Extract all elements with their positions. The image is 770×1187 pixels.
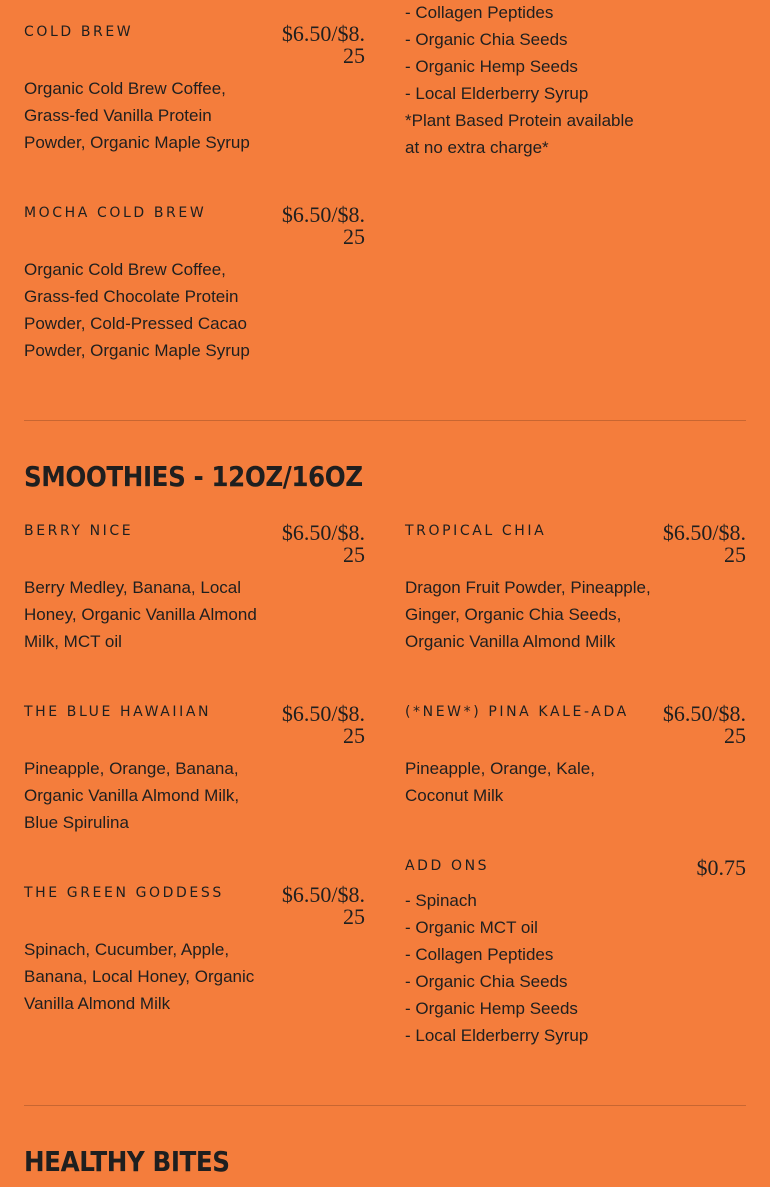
addon-list-smoothies: - Spinach - Organic MCT oil - Collagen Peptides - Organic Chia Seeds - Organic Hemp Seeds - Local Elderberry Syrup <box>405 891 589 1045</box>
menu-item-name-cold-brew: COLD BREW <box>24 24 134 40</box>
menu-item-name-green-goddess: THE GREEN GODDESS <box>24 885 224 901</box>
menu-item-price-pina-kale-ada: $6.50/$8. 25 <box>662 701 746 748</box>
menu-item-price-tropical-chia: $6.50/$8. 25 <box>662 520 746 567</box>
menu-item-desc-tropical-chia: Dragon Fruit Powder, Pineapple, Ginger, Organic Chia Seeds, Organic Vanilla Almond Milk <box>405 578 651 651</box>
menu-item-price-berry-nice: $6.50/$8. 25 <box>281 520 365 567</box>
menu-item-name-blue-hawaiian: THE BLUE HAWAIIAN <box>24 704 212 720</box>
menu-item-desc-cold-brew: Organic Cold Brew Coffee, Grass-fed Vanilla Protein Powder, Organic Maple Syrup <box>24 79 250 152</box>
menu-item-price-blue-hawaiian: $6.50/$8. 25 <box>281 701 365 748</box>
section-divider <box>24 1105 746 1106</box>
section-divider <box>24 420 746 421</box>
menu-item-desc-mocha-cold-brew: Organic Cold Brew Coffee, Grass-fed Chocolate Protein Powder, Cold-Pressed Cacao Powder, Organic Maple Syrup <box>24 260 250 360</box>
section-title-healthy-bites: HEALTHY BITES <box>24 1145 230 1178</box>
menu-item-desc-green-goddess: Spinach, Cucumber, Apple, Banana, Local Honey, Organic Vanilla Almond Milk <box>24 940 255 1013</box>
addon-list-top: - Collagen Peptides - Organic Chia Seeds - Organic Hemp Seeds - Local Elderberry Syrup *Plant Based Protein available at no extra charge* <box>405 3 634 157</box>
menu-item-price-green-goddess: $6.50/$8. 25 <box>281 882 365 929</box>
menu-item-name-tropical-chia: TROPICAL CHIA <box>405 523 547 539</box>
menu-item-desc-blue-hawaiian: Pineapple, Orange, Banana, Organic Vanilla Almond Milk, Blue Spirulina <box>24 759 240 832</box>
menu-item-price-add-ons: $0.75 <box>696 855 746 880</box>
section-title-smoothies: SMOOTHIES - 12OZ/16OZ <box>24 460 363 493</box>
menu-item-desc-berry-nice: Berry Medley, Banana, Local Honey, Organic Vanilla Almond Milk, MCT oil <box>24 578 257 651</box>
menu-item-name-pina-kale-ada: (*NEW*) PINA KALE-ADA <box>405 704 629 720</box>
menu-item-desc-pina-kale-ada: Pineapple, Orange, Kale, Coconut Milk <box>405 759 595 805</box>
menu-item-name-add-ons: ADD ONS <box>405 858 490 874</box>
menu-item-name-mocha-cold-brew: MOCHA COLD BREW <box>24 205 207 221</box>
menu-item-price-mocha-cold-brew: $6.50/$8. 25 <box>281 202 365 249</box>
menu-item-name-berry-nice: BERRY NICE <box>24 523 134 539</box>
menu-item-price-cold-brew: $6.50/$8. 25 <box>281 21 365 68</box>
